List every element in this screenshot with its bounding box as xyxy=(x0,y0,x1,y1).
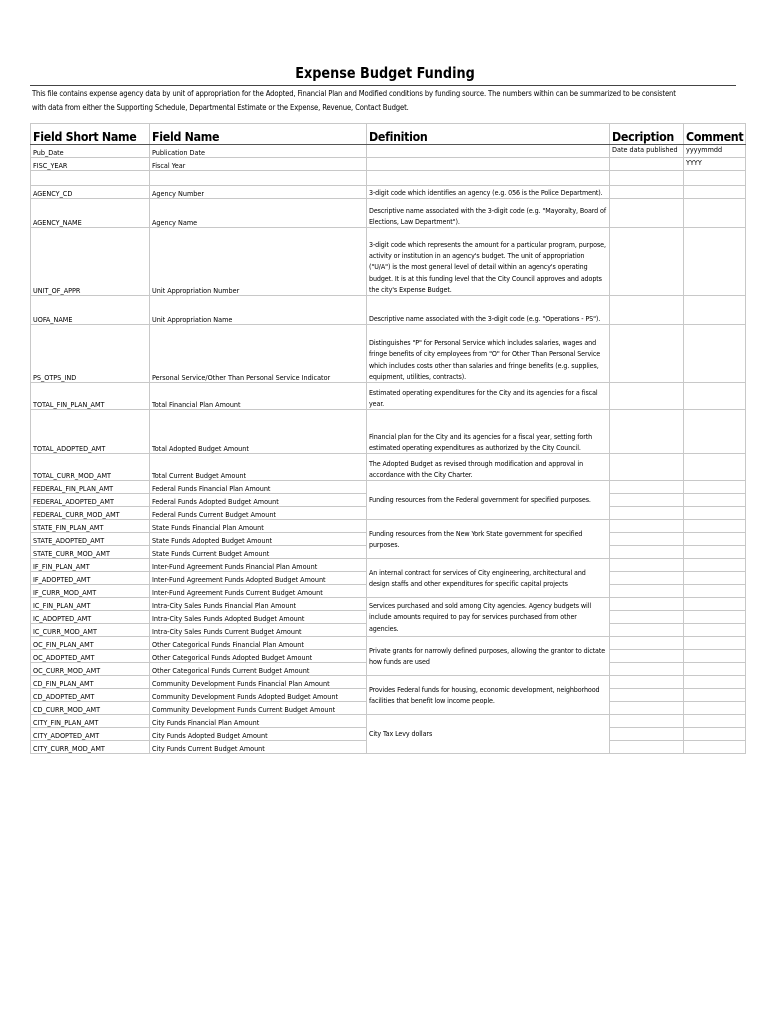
header-definition: Definition xyxy=(367,124,610,145)
comment-cell xyxy=(684,410,746,454)
field-short-name: TOTAL_CURR_MOD_AMT xyxy=(31,454,150,481)
field-short-name: CITY_FIN_PLAN_AMT xyxy=(31,715,150,728)
comment-cell xyxy=(684,546,746,559)
decription-cell xyxy=(610,186,684,199)
field-short-name: IC_FIN_PLAN_AMT xyxy=(31,598,150,611)
field-short-name: IF_ADOPTED_AMT xyxy=(31,572,150,585)
field-short-name: UOFA_NAME xyxy=(31,296,150,325)
definition-cell xyxy=(367,171,610,186)
decription-cell xyxy=(610,507,684,520)
comment-cell xyxy=(684,741,746,754)
field-name: Total Current Budget Amount xyxy=(150,454,367,481)
decription-cell: Date data published xyxy=(610,145,684,158)
decription-cell xyxy=(610,715,684,728)
comment-cell xyxy=(684,494,746,507)
field-name: Total Financial Plan Amount xyxy=(150,383,367,410)
title-rule xyxy=(30,85,736,86)
decription-cell xyxy=(610,637,684,650)
field-short-name: STATE_ADOPTED_AMT xyxy=(31,533,150,546)
table-row xyxy=(31,296,746,325)
decription-cell xyxy=(610,663,684,676)
decription-cell xyxy=(610,481,684,494)
field-name: Inter-Fund Agreement Funds Adopted Budget Amount xyxy=(150,572,367,585)
definition-cell: Funding resources from the Federal government for specified purposes. xyxy=(367,481,610,520)
field-name: Other Categorical Funds Financial Plan Amount xyxy=(150,637,367,650)
field-name: City Funds Current Budget Amount xyxy=(150,741,367,754)
table-row xyxy=(31,715,746,728)
field-short-name: AGENCY_NAME xyxy=(31,199,150,228)
field-short-name: CD_ADOPTED_AMT xyxy=(31,689,150,702)
comment-cell xyxy=(684,454,746,481)
table-row xyxy=(31,383,746,410)
field-name: Other Categorical Funds Adopted Budget Amount xyxy=(150,650,367,663)
decription-cell xyxy=(610,383,684,410)
field-short-name: CITY_ADOPTED_AMT xyxy=(31,728,150,741)
comment-cell: yyyymmdd xyxy=(684,145,746,158)
decription-cell xyxy=(610,410,684,454)
comment-cell xyxy=(684,650,746,663)
comment-cell xyxy=(684,199,746,228)
field-short-name: UNIT_OF_APPR xyxy=(31,228,150,296)
definition-cell xyxy=(367,158,610,171)
table-row xyxy=(31,454,746,481)
decription-cell xyxy=(610,171,684,186)
field-short-name: TOTAL_ADOPTED_AMT xyxy=(31,410,150,454)
comment-cell: YYYY xyxy=(684,158,746,171)
field-name: Unit Appropriation Name xyxy=(150,296,367,325)
comment-cell xyxy=(684,585,746,598)
comment-cell xyxy=(684,228,746,296)
header-field-name: Field Name xyxy=(150,124,367,145)
comment-cell xyxy=(684,689,746,702)
decription-cell xyxy=(610,702,684,715)
field-name: Agency Name xyxy=(150,199,367,228)
field-short-name: Pub_Date xyxy=(31,145,150,158)
comment-cell xyxy=(684,507,746,520)
field-name: Community Development Funds Financial Plan Amount xyxy=(150,676,367,689)
field-name: Intra-City Sales Funds Adopted Budget Amount xyxy=(150,611,367,624)
decription-cell xyxy=(610,624,684,637)
field-name: State Funds Current Budget Amount xyxy=(150,546,367,559)
definition-cell: Provides Federal funds for housing, economic development, neighborhood facilities that benefit low income people. xyxy=(367,676,610,715)
field-name: City Funds Financial Plan Amount xyxy=(150,715,367,728)
comment-cell xyxy=(684,637,746,650)
comment-cell xyxy=(684,533,746,546)
field-name: Intra-City Sales Funds Current Budget Amount xyxy=(150,624,367,637)
comment-cell xyxy=(684,702,746,715)
table-header-row xyxy=(31,124,746,145)
comment-cell xyxy=(684,296,746,325)
field-name: State Funds Financial Plan Amount xyxy=(150,520,367,533)
field-name: Federal Funds Adopted Budget Amount xyxy=(150,494,367,507)
decription-cell xyxy=(610,728,684,741)
definition-cell: City Tax Levy dollars xyxy=(367,715,610,754)
comment-cell xyxy=(684,572,746,585)
field-name: Agency Number xyxy=(150,186,367,199)
comment-cell xyxy=(684,171,746,186)
table-row xyxy=(31,637,746,650)
field-name: Federal Funds Current Budget Amount xyxy=(150,507,367,520)
definition-cell: Distinguishes "P" for Personal Service which includes salaries, wages and fringe benefits of city employees from "O" for Other Than Personal Service which includes costs other than salaries and fringe benefits (e.g. supplies, equipment, utilities, contracts). xyxy=(367,325,610,383)
definition-cell: Financial plan for the City and its agencies for a fiscal year, setting forth estimated operating expenditures as authorized by the City Council. xyxy=(367,410,610,454)
field-name: Unit Appropriation Number xyxy=(150,228,367,296)
definition-cell: 3-digit code which identifies an agency (e.g. 056 is the Police Department). xyxy=(367,186,610,199)
field-short-name: AGENCY_CD xyxy=(31,186,150,199)
decription-cell xyxy=(610,520,684,533)
decription-cell xyxy=(610,546,684,559)
comment-cell xyxy=(684,611,746,624)
field-short-name: STATE_CURR_MOD_AMT xyxy=(31,546,150,559)
field-short-name: FISC_YEAR xyxy=(31,158,150,171)
field-short-name: IC_CURR_MOD_AMT xyxy=(31,624,150,637)
field-name: Personal Service/Other Than Personal Service Indicator xyxy=(150,325,367,383)
definition-cell: The Adopted Budget as revised through modification and approval in accordance with the City Charter. xyxy=(367,454,610,481)
comment-cell xyxy=(684,663,746,676)
field-name: Inter-Fund Agreement Funds Financial Plan Amount xyxy=(150,559,367,572)
decription-cell xyxy=(610,689,684,702)
decription-cell xyxy=(610,676,684,689)
definition-cell: Funding resources from the New York State government for specified purposes. xyxy=(367,520,610,559)
comment-cell xyxy=(684,676,746,689)
table-row xyxy=(31,186,746,199)
decription-cell xyxy=(610,494,684,507)
table-row xyxy=(31,481,746,494)
table-row xyxy=(31,676,746,689)
decription-cell xyxy=(610,158,684,171)
field-name: Inter-Fund Agreement Funds Current Budget Amount xyxy=(150,585,367,598)
decription-cell xyxy=(610,572,684,585)
comment-cell xyxy=(684,728,746,741)
decription-cell xyxy=(610,454,684,481)
table-row xyxy=(31,559,746,572)
decription-cell xyxy=(610,650,684,663)
decription-cell xyxy=(610,296,684,325)
comment-cell xyxy=(684,598,746,611)
table-row xyxy=(31,228,746,296)
table-row xyxy=(31,410,746,454)
definition-cell: An internal contract for services of City engineering, architectural and design staffs and other expenditures for specific capital projects xyxy=(367,559,610,598)
header-field-short-name: Field Short Name xyxy=(31,124,150,145)
comment-cell xyxy=(684,624,746,637)
definition-cell: 3-digit code which represents the amount for a particular program, purpose, activity or institution in an agency's budget. The unit of appropriation ("U/A") is the most general level of detail within an agency's operating budget. It is at this funding level that the City Council approves and adopts the city's Expense Budget. xyxy=(367,228,610,296)
field-name: Other Categorical Funds Current Budget Amount xyxy=(150,663,367,676)
field-name: Intra-City Sales Funds Financial Plan Amount xyxy=(150,598,367,611)
table-row xyxy=(31,171,746,186)
field-short-name: OC_CURR_MOD_AMT xyxy=(31,663,150,676)
definition-cell: Descriptive name associated with the 3-digit code (e.g. "Operations - PS"). xyxy=(367,296,610,325)
field-short-name: TOTAL_FIN_PLAN_AMT xyxy=(31,383,150,410)
definition-cell: Estimated operating expenditures for the City and its agencies for a fiscal year. xyxy=(367,383,610,410)
decription-cell xyxy=(610,228,684,296)
field-short-name: FEDERAL_ADOPTED_AMT xyxy=(31,494,150,507)
page-title: Expense Budget Funding xyxy=(295,64,475,82)
field-short-name: IC_ADOPTED_AMT xyxy=(31,611,150,624)
field-short-name: PS_OTPS_IND xyxy=(31,325,150,383)
decription-cell xyxy=(610,559,684,572)
field-name: Community Development Funds Current Budget Amount xyxy=(150,702,367,715)
comment-cell xyxy=(684,520,746,533)
decription-cell xyxy=(610,598,684,611)
field-short-name: IF_CURR_MOD_AMT xyxy=(31,585,150,598)
field-name: Federal Funds Financial Plan Amount xyxy=(150,481,367,494)
field-name: City Funds Adopted Budget Amount xyxy=(150,728,367,741)
file-description: This file contains expense agency data by unit of appropriation for the Adopted, Financial Plan and Modified conditions by funding source. The numbers within can be summarized to be consistent with data from either the Supporting Schedule, Departmental Estimate or the Expense, Revenue, Contact Budget. xyxy=(32,88,676,112)
decription-cell xyxy=(610,611,684,624)
comment-cell xyxy=(684,325,746,383)
table-row xyxy=(31,199,746,228)
field-name: State Funds Adopted Budget Amount xyxy=(150,533,367,546)
table-row xyxy=(31,145,746,158)
definition-cell: Services purchased and sold among City agencies. Agency budgets will include amounts required to pay for services purchased from other agencies. xyxy=(367,598,610,637)
comment-cell xyxy=(684,559,746,572)
field-short-name: OC_FIN_PLAN_AMT xyxy=(31,637,150,650)
field-short-name: OC_ADOPTED_AMT xyxy=(31,650,150,663)
comment-cell xyxy=(684,186,746,199)
table-row xyxy=(31,598,746,611)
field-short-name xyxy=(31,171,150,186)
field-short-name: CD_FIN_PLAN_AMT xyxy=(31,676,150,689)
decription-cell xyxy=(610,741,684,754)
field-short-name: STATE_FIN_PLAN_AMT xyxy=(31,520,150,533)
field-short-name: CITY_CURR_MOD_AMT xyxy=(31,741,150,754)
field-definitions-table xyxy=(30,123,746,754)
definition-cell xyxy=(367,145,610,158)
field-name xyxy=(150,171,367,186)
field-name: Total Adopted Budget Amount xyxy=(150,410,367,454)
field-short-name: IF_FIN_PLAN_AMT xyxy=(31,559,150,572)
field-short-name: FEDERAL_FIN_PLAN_AMT xyxy=(31,481,150,494)
field-short-name: FEDERAL_CURR_MOD_AMT xyxy=(31,507,150,520)
decription-cell xyxy=(610,199,684,228)
comment-cell xyxy=(684,715,746,728)
table-row xyxy=(31,325,746,383)
decription-cell xyxy=(610,325,684,383)
field-name: Community Development Funds Adopted Budget Amount xyxy=(150,689,367,702)
decription-cell xyxy=(610,533,684,546)
comment-cell xyxy=(684,481,746,494)
field-name: Publication Date xyxy=(150,145,367,158)
field-name: Fiscal Year xyxy=(150,158,367,171)
definition-cell: Descriptive name associated with the 3-digit code (e.g. "Mayoralty, Board of Elections, Law Department"). xyxy=(367,199,610,228)
header-comment: Comment xyxy=(684,124,746,145)
decription-cell xyxy=(610,585,684,598)
table-row xyxy=(31,520,746,533)
field-short-name: CD_CURR_MOD_AMT xyxy=(31,702,150,715)
table-row xyxy=(31,158,746,171)
comment-cell xyxy=(684,383,746,410)
definition-cell: Private grants for narrowly defined purposes, allowing the grantor to dictate how funds are used xyxy=(367,637,610,676)
header-decription: Decription xyxy=(610,124,684,145)
